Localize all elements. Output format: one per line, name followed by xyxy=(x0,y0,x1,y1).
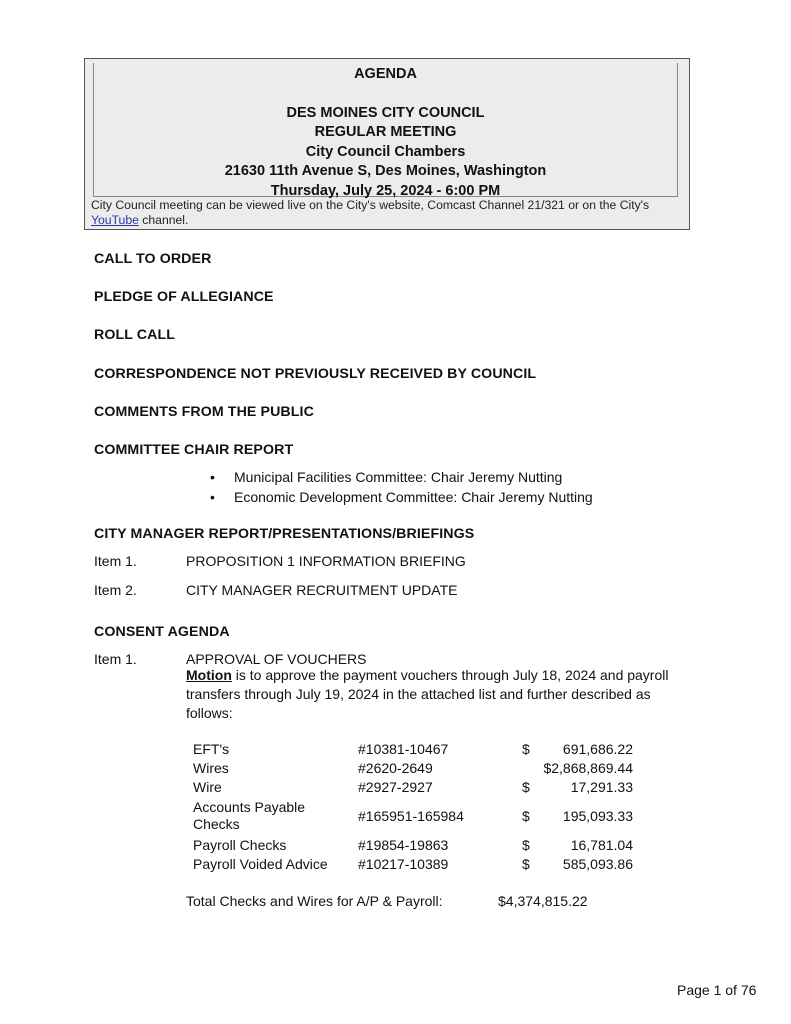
voucher-range: #165951-165984 xyxy=(358,808,464,824)
currency-symbol: $ xyxy=(522,741,530,757)
bullet-icon: • xyxy=(210,488,215,505)
voucher-type: Wire xyxy=(193,779,222,795)
voucher-type: Accounts Payable Checks xyxy=(193,799,306,832)
currency-symbol: $ xyxy=(522,856,530,872)
viewing-note-suffix: channel. xyxy=(138,213,189,227)
section-correspondence: CORRESPONDENCE NOT PREVIOUSLY RECEIVED BY COUNCIL xyxy=(94,366,537,382)
currency-symbol: $ xyxy=(522,808,530,824)
voucher-range: #2927-2927 xyxy=(358,779,433,795)
section-pledge: PLEDGE OF ALLEGIANCE xyxy=(94,289,274,305)
youtube-link[interactable]: YouTube xyxy=(91,213,139,227)
item-title: APPROVAL OF VOUCHERS xyxy=(186,651,367,667)
voucher-type: Payroll Voided Advice xyxy=(193,856,328,872)
motion-body: is to approve the payment vouchers through July 18, 2024 and payroll transfers through July 19, 2024 in the attached list and further described as follows: xyxy=(186,667,669,721)
page-number: Page 1 of 76 xyxy=(677,982,757,998)
item-title: PROPOSITION 1 INFORMATION BRIEFING xyxy=(186,553,466,569)
voucher-range: #10217-10389 xyxy=(358,856,449,872)
voucher-type: Wires xyxy=(193,760,229,776)
committee-report-text: Economic Development Committee: Chair Jeremy Nutting xyxy=(234,488,593,505)
agenda-title: AGENDA xyxy=(354,66,417,82)
voucher-range: #19854-19863 xyxy=(358,837,449,853)
voucher-amount: 691,686.22 xyxy=(562,741,633,757)
voucher-range: #2620-2649 xyxy=(358,760,433,776)
meeting-type: REGULAR MEETING xyxy=(314,124,457,140)
section-committee-chair-report: COMMITTEE CHAIR REPORT xyxy=(94,442,294,458)
meeting-datetime: Thursday, July 25, 2024 - 6:00 PM xyxy=(270,182,501,199)
item-number: Item 1. xyxy=(94,553,137,569)
total-label: Total Checks and Wires for A/P & Payroll: xyxy=(186,893,443,909)
section-call-to-order: CALL TO ORDER xyxy=(94,251,212,267)
voucher-amount: $2,868,869.44 xyxy=(543,760,633,776)
section-consent-agenda: CONSENT AGENDA xyxy=(94,624,230,640)
meeting-location: City Council Chambers xyxy=(305,143,466,160)
council-name: DES MOINES CITY COUNCIL xyxy=(286,104,485,121)
list-item xyxy=(208,488,593,508)
voucher-type: EFT's xyxy=(193,741,230,757)
viewing-note xyxy=(91,198,681,228)
committee-report-list xyxy=(208,468,593,507)
item-number: Item 2. xyxy=(94,582,137,598)
section-city-manager-report: CITY MANAGER REPORT/PRESENTATIONS/BRIEFINGS xyxy=(94,526,475,542)
list-item xyxy=(208,468,593,488)
motion-label: Motion xyxy=(186,667,232,683)
section-public-comments: COMMENTS FROM THE PUBLIC xyxy=(94,404,314,420)
agenda-header-inner xyxy=(93,63,678,197)
voucher-amount: 16,781.04 xyxy=(570,837,633,853)
section-roll-call: ROLL CALL xyxy=(94,327,176,343)
motion-text xyxy=(186,666,686,723)
voucher-amount: 17,291.33 xyxy=(570,779,633,795)
viewing-note-text: City Council meeting can be viewed live on the City's website, Comcast Channel 21/321 or on the City's xyxy=(91,198,650,212)
voucher-type: Payroll Checks xyxy=(193,837,287,853)
item-title: CITY MANAGER RECRUITMENT UPDATE xyxy=(186,582,458,598)
agenda-header-box xyxy=(84,58,690,230)
table-row xyxy=(193,799,633,835)
spacer xyxy=(94,85,677,104)
currency-symbol: $ xyxy=(522,779,530,795)
voucher-amount: 585,093.86 xyxy=(562,856,633,872)
voucher-amount: 195,093.33 xyxy=(562,808,633,824)
currency-symbol: $ xyxy=(522,837,530,853)
item-number: Item 1. xyxy=(94,651,137,667)
committee-report-text: Municipal Facilities Committee: Chair Jeremy Nutting xyxy=(234,469,563,485)
bullet-icon: • xyxy=(210,469,215,485)
voucher-range: #10381-10467 xyxy=(358,741,449,757)
total-value: $4,374,815.22 xyxy=(498,893,588,909)
meeting-address: 21630 11th Avenue S, Des Moines, Washington xyxy=(224,163,547,179)
